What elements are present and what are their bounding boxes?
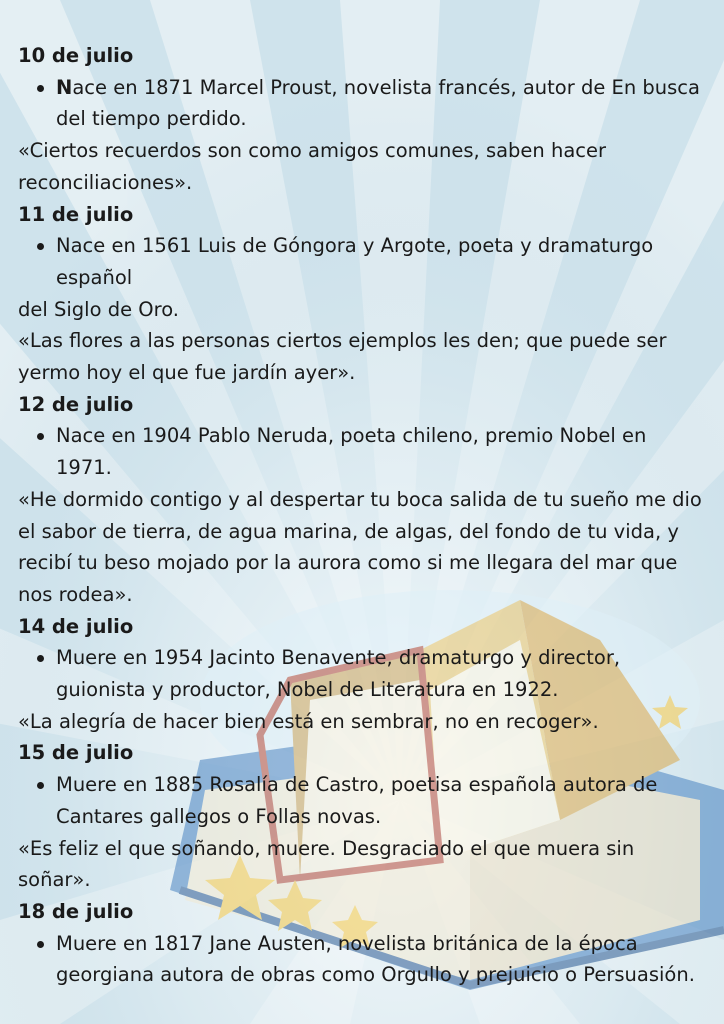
bullet-icon <box>37 243 44 250</box>
quote: «Es feliz el que soñando, muere. Desgraciado el que muera sin soñar». <box>18 836 635 892</box>
bullet-icon <box>37 433 44 440</box>
date-heading: 12 de julio <box>18 392 134 416</box>
bullet-item <box>18 642 708 705</box>
continuation-text: del Siglo de Oro. <box>18 297 180 321</box>
document-body <box>18 40 708 991</box>
bullet-text: Nace en 1561 Luis de Góngora y Argote, poeta y dramaturgo español <box>56 234 654 289</box>
date-heading: 18 de julio <box>18 899 134 923</box>
entry-15-julio <box>18 737 708 896</box>
bullet-icon <box>37 782 44 789</box>
bullet-text: ace en 1871 Marcel Proust, novelista francés, autor de En busca del tiempo perdido. <box>56 75 700 131</box>
bullet-initial: N <box>56 75 73 99</box>
bullet-text: Muere en 1817 Jane Austen, novelista británica de la época georgiana autora de obras como Orgullo y prejuicio o Persuasión. <box>56 931 695 987</box>
bullet-text: Nace en 1904 Pablo Neruda, poeta chileno, premio Nobel en 1971. <box>56 424 647 480</box>
bullet-icon <box>37 85 44 92</box>
date-heading: 11 de julio <box>18 202 134 226</box>
quote: «Las flores a las personas ciertos ejemplos les den; que puede ser yermo hoy el que fue jardín ayer». <box>18 329 667 385</box>
entry-14-julio <box>18 611 708 738</box>
quote: «Ciertos recuerdos son como amigos comunes, saben hacer reconciliaciones». <box>18 139 607 194</box>
entry-10-julio <box>18 40 708 199</box>
entry-11-julio <box>18 199 708 389</box>
quote: «La alegría de hacer bien está en sembrar, no en recoger». <box>18 709 599 733</box>
bullet-icon <box>37 941 44 948</box>
bullet-item <box>18 420 708 483</box>
date-heading: 15 de julio <box>18 741 134 765</box>
date-heading: 14 de julio <box>18 614 134 638</box>
entry-12-julio <box>18 389 708 611</box>
bullet-item <box>18 72 708 135</box>
quote: «He dormido contigo y al despertar tu boca salida de tu sueño me dio el sabor de tierra, de agua marina, de algas, del fondo de tu vida, y recibí tu beso mojado por la aurora como si me llegara del mar que nos rodea». <box>18 487 702 606</box>
bullet-icon <box>37 655 44 662</box>
date-heading: 10 de julio <box>18 44 134 67</box>
bullet-text: Muere en 1954 Jacinto Benavente, dramaturgo y director, guionista y productor, Nobel de Literatura en 1922. <box>56 646 621 702</box>
bullet-text: Muere en 1885 Rosalía de Castro, poetisa española autora de Cantares gallegos o Follas novas. <box>56 773 658 828</box>
bullet-item <box>18 769 708 832</box>
entry-18-julio <box>18 896 708 991</box>
bullet-item <box>18 928 708 991</box>
bullet-item <box>18 230 708 293</box>
